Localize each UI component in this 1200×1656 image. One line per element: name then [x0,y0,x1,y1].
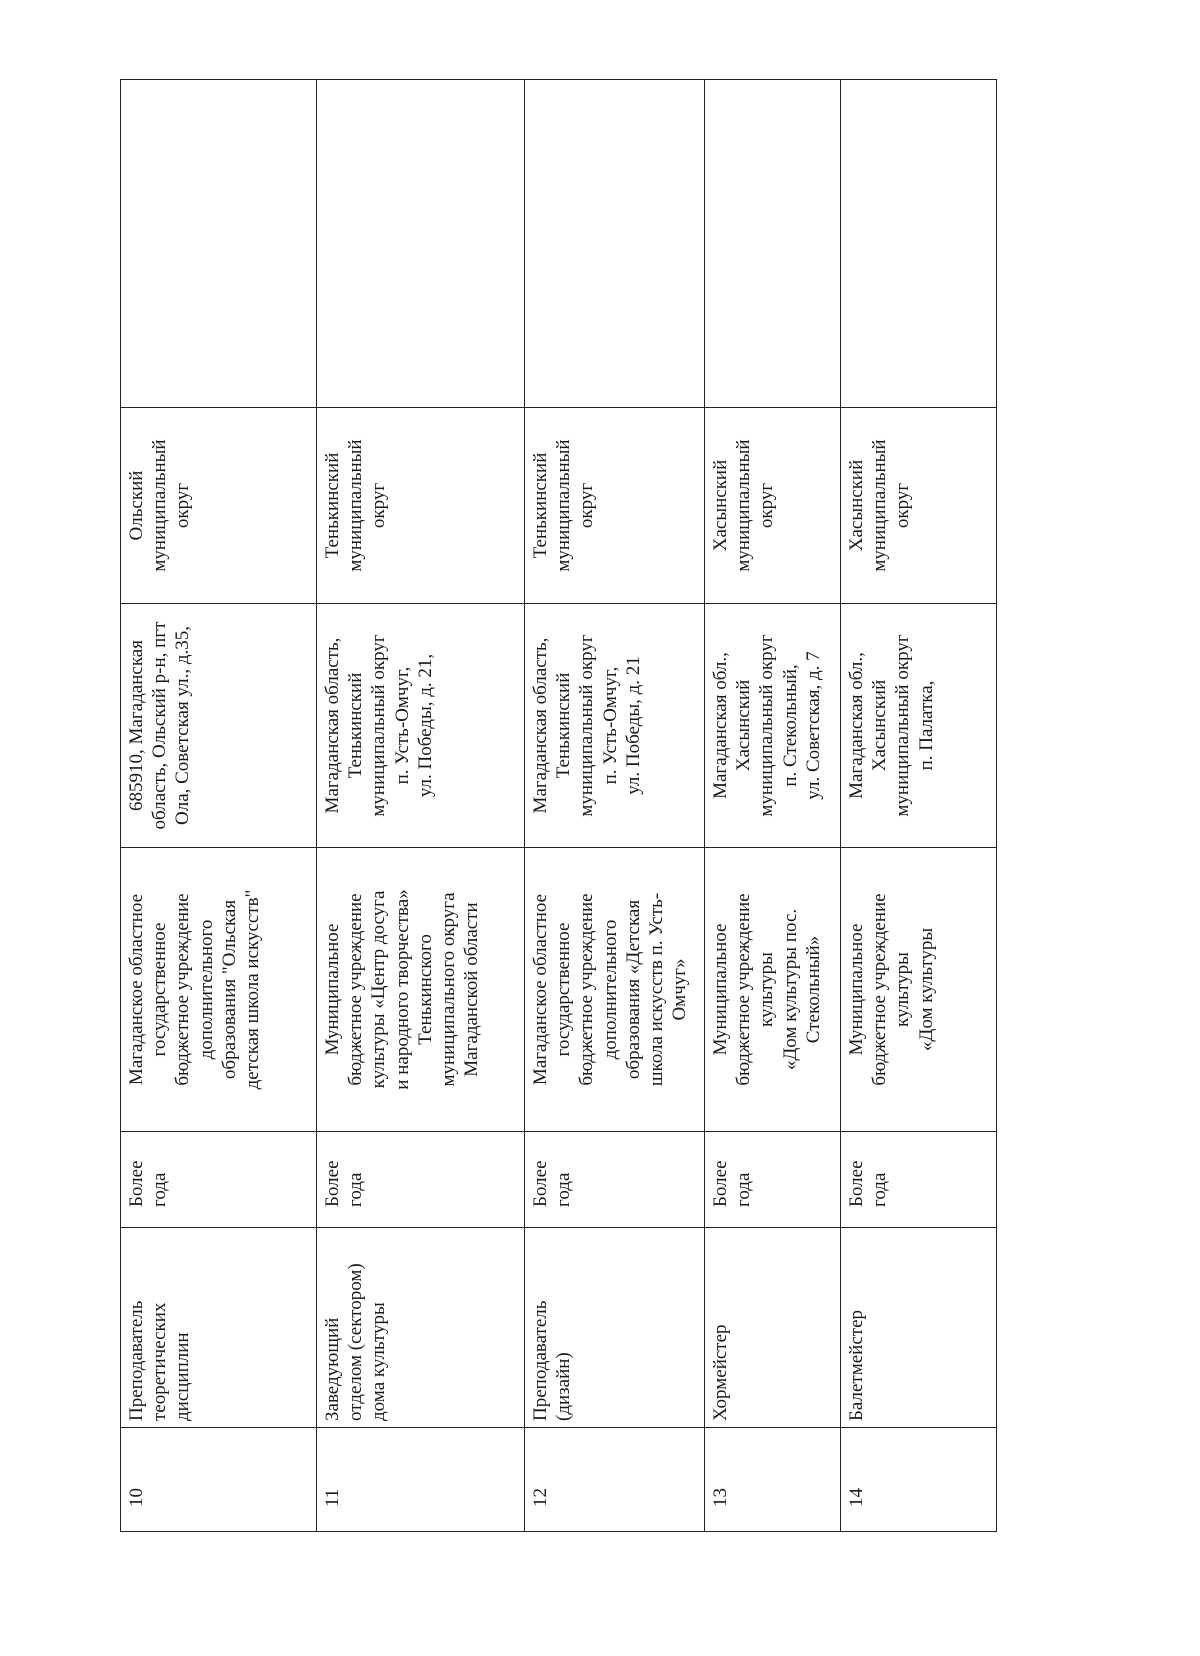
address-cell [317,604,525,848]
position-cell [841,1228,997,1428]
term-value: Более года [322,1160,367,1207]
position-title: Преподаватель теоретических дисциплин [126,1300,194,1421]
note-cell [525,80,705,408]
table-row [705,80,841,1532]
table-row [317,80,525,1532]
row-number: 10 [126,1488,147,1507]
term-cell [525,1132,705,1228]
position-title: Заведующий отделом (сектором) дома культуры [322,1263,390,1421]
position-cell [525,1228,705,1428]
table-row [841,80,997,1532]
organization-name: Магаданское областное государственное бюджетное учреждение дополнительного образования «Детская школа искусств п. Усть- Омчуг» [530,892,691,1087]
note-cell [841,80,997,408]
note-cell [317,80,525,408]
term-cell [841,1132,997,1228]
note-cell [121,80,317,408]
district-cell [705,408,841,604]
organization-cell [705,848,841,1132]
row-number-cell [841,1428,997,1532]
district-name: Тенькинский муниципальный округ [530,439,598,572]
term-cell [121,1132,317,1228]
term-cell [317,1132,525,1228]
address-text: Магаданская обл., Хасынский муниципальный округ п. Палатка, [846,634,937,817]
district-name: Тенькинский муниципальный округ [322,439,390,572]
rotated-table-container [120,80,996,1532]
district-cell [525,408,705,604]
organization-cell [841,848,997,1132]
position-title: Преподаватель (дизайн) [530,1300,575,1421]
term-cell [705,1132,841,1228]
row-number: 11 [322,1488,343,1507]
position-cell [705,1228,841,1428]
organization-name: Муниципальное бюджетное учреждение культуры «Дом культуры [846,893,937,1086]
position-title: Балетмейстер [846,1309,867,1421]
address-text: 685910, Магаданская область, Ольский р-н, пгт Ола, Советская ул., д.35, [126,621,194,830]
position-cell [121,1228,317,1428]
organization-cell [121,848,317,1132]
vacancies-table [120,79,997,1532]
table-row [121,80,317,1532]
district-cell [317,408,525,604]
position-title: Хормейстер [710,1324,731,1421]
district-name: Хасынский муниципальный округ [710,439,778,572]
term-value: Более года [710,1160,755,1207]
address-cell [705,604,841,848]
row-number: 14 [846,1488,867,1507]
address-text: Магаданская обл., Хасынский муниципальный округ п. Стекольный, ул. Советская, д. 7 [710,634,824,817]
address-cell [841,604,997,848]
address-text: Магаданская область, Тенькинский муниципальный округ п. Усть-Омчуг, ул. Победы, д. 21, [322,634,436,817]
row-number-cell [525,1428,705,1532]
note-cell [705,80,841,408]
row-number-cell [317,1428,525,1532]
table-row [525,80,705,1532]
organization-name: Муниципальное бюджетное учреждение культуры «Дом культуры пос. Стекольный» [710,893,824,1086]
address-cell [121,604,317,848]
row-number-cell [121,1428,317,1532]
address-text: Магаданская область, Тенькинский муниципальный округ п. Усть-Омчуг, ул. Победы, д. 21 [530,634,644,817]
position-cell [317,1228,525,1428]
organization-name: Магаданское областное государственное бюджетное учреждение дополнительного образования "Ольская детская школа искусств" [126,889,263,1090]
term-value: Более года [846,1160,891,1207]
organization-name: Муниципальное бюджетное учреждение культуры «Центр досуга и народного творчества» Тенькинского муниципального округа Магаданской области [322,889,483,1090]
district-name: Хасынский муниципальный округ [846,439,914,572]
organization-cell [317,848,525,1132]
row-number-cell [705,1428,841,1532]
organization-cell [525,848,705,1132]
district-cell [121,408,317,604]
row-number: 13 [710,1488,731,1507]
term-value: Более года [530,1160,575,1207]
district-name: Ольский муниципальный округ [126,439,194,572]
term-value: Более года [126,1160,171,1207]
district-cell [841,408,997,604]
row-number: 12 [530,1488,551,1507]
address-cell [525,604,705,848]
